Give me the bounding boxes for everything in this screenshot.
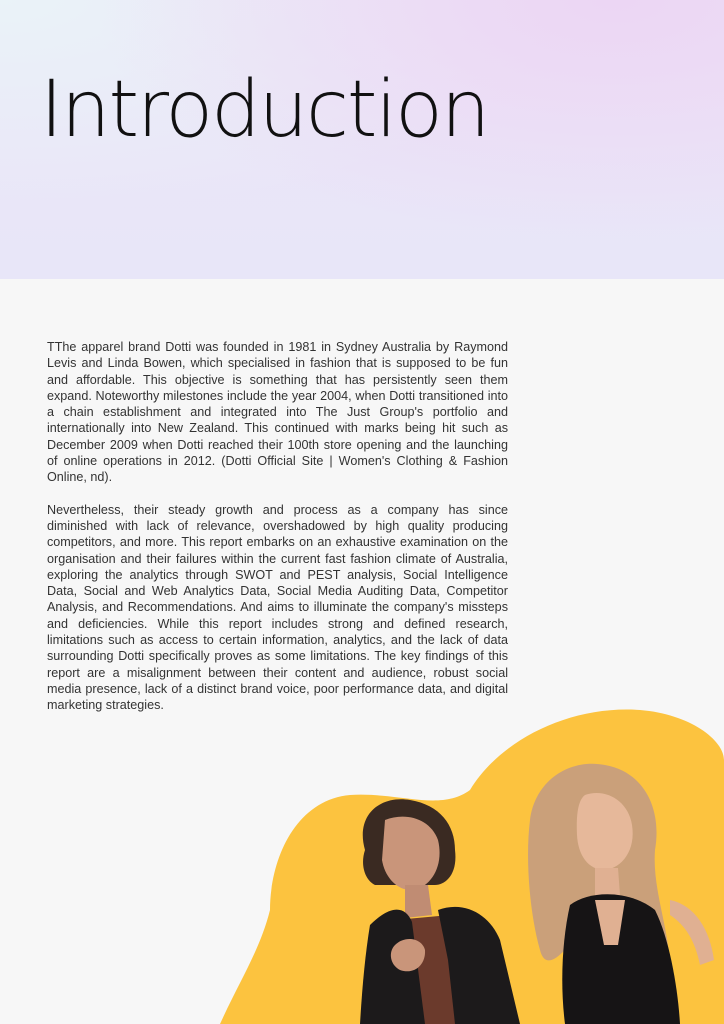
- intro-paragraph-2: Nevertheless, their steady growth and process as a company has since diminished with lack of relevance, overshadowed by high quality producing competitors, and more. This report embarks on an exhaustive examination on the organisation and their failures within the current fast fashion climate of Australia, exploring the analytics through SWOT and PEST analysis, Social Intelligence Data, Social and Web Analytics Data, Social Media Auditing Data, Competitor Analysis, and Recommendations. And aims to illuminate the company's missteps and deficiencies. While this report includes strong and defined research, limitations such as access to certain information, analytics, and the lack of data surrounding Dotti specifically proves as some limitations. The key findings of this report are a misalignment between their content and audience, robust social media presence, lack of a distinct brand voice, poor performance data, and digital marketing strategies.: [47, 502, 508, 713]
- intro-body: [47, 339, 508, 730]
- intro-paragraph-1: TThe apparel brand Dotti was founded in 1981 in Sydney Australia by Raymond Levis and Linda Bowen, which specialised in fashion that is supposed to be fun and affordable. This objective is something that has persistently seen them expand. Noteworthy milestones include the year 2004, when Dotti transitioned into a chain establishment and integrated into The Just Group's portfolio and internationally into New Zealand. This continued with marks being hit such as December 2009 when Dotti reached their 100th store opening and the launching of online operations in 2012. (Dotti Official Site | Women's Clothing & Fashion Online, nd).: [47, 340, 508, 485]
- page-title: Introduction: [40, 65, 489, 155]
- header-banner: [0, 0, 724, 279]
- models-illustration: [200, 700, 724, 1024]
